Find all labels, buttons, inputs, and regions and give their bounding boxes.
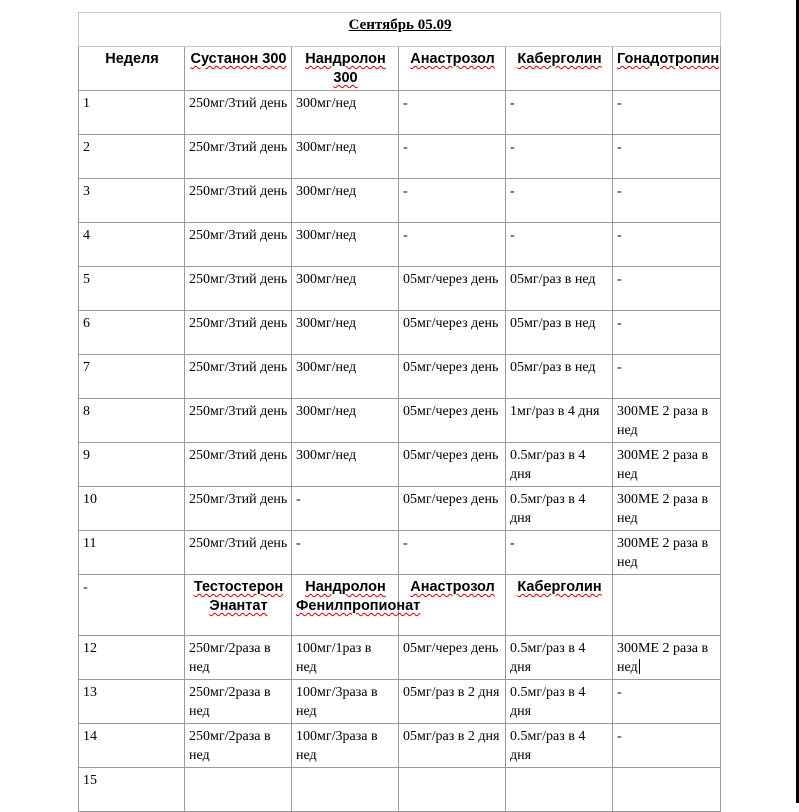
dose-cell[interactable]: 300мг/нед [292,91,399,135]
table-row [79,443,721,487]
document-title[interactable]: Сентябрь 05.09 [79,13,721,47]
column-header-nandrolone-phenylpropionate[interactable]: Нандролон Фенилпропионат [292,575,399,636]
dose-cell[interactable]: - [399,91,506,135]
dose-cell[interactable]: 250мг/3тий день [185,223,292,267]
table-row [79,223,721,267]
week-number-cell[interactable]: 14 [79,724,185,768]
dose-cell[interactable]: - [613,179,721,223]
dose-cell[interactable]: 0.5мг/раз в 4 дня [506,487,613,531]
week-number-cell[interactable]: 5 [79,267,185,311]
dose-cell[interactable]: 05мг/через день [399,399,506,443]
table-row [79,724,721,768]
header2-week-cell[interactable]: - [79,575,185,636]
week-number-cell[interactable]: 8 [79,399,185,443]
week-number-cell[interactable]: 13 [79,680,185,724]
dose-cell[interactable]: 300мг/нед [292,311,399,355]
dose-cell[interactable]: - [506,91,613,135]
dose-cell[interactable]: - [613,355,721,399]
dose-cell[interactable]: 250мг/3тий день [185,443,292,487]
column-header-anastrozole-2[interactable]: Анастрозол [399,575,506,636]
week-number-cell[interactable]: 1 [79,91,185,135]
schedule-table [78,12,721,812]
column-header-cabergoline[interactable]: Каберголин [506,47,613,91]
dose-cell[interactable]: - [613,311,721,355]
column-header-testosterone-enanthate[interactable]: Тестостерон Энантат [185,575,292,636]
dose-cell[interactable]: 250мг/3тий день [185,355,292,399]
dose-cell[interactable]: - [399,223,506,267]
dose-cell[interactable]: 300МЕ 2 раза в нед [613,443,721,487]
dose-cell[interactable]: 05мг/через день [399,443,506,487]
dose-cell[interactable]: 100мг/3раза в нед [292,724,399,768]
week-number-cell[interactable]: 15 [79,768,185,812]
dose-cell[interactable]: - [613,724,721,768]
dose-cell[interactable]: 300мг/нед [292,135,399,179]
dose-cell[interactable] [399,768,506,812]
week-number-cell[interactable]: 11 [79,531,185,575]
week-number-cell[interactable]: 6 [79,311,185,355]
dose-cell[interactable]: 05мг/раз в нед [506,267,613,311]
table-row [79,311,721,355]
dose-cell[interactable]: 250мг/3тий день [185,531,292,575]
dose-cell[interactable]: - [506,135,613,179]
table-row [79,680,721,724]
dose-cell[interactable]: 250мг/3тий день [185,267,292,311]
dose-cell[interactable]: 250мг/2раза в нед [185,636,292,680]
table-row [79,487,721,531]
dose-cell[interactable]: 0.5мг/раз в 4 дня [506,443,613,487]
dose-cell[interactable]: 300мг/нед [292,223,399,267]
dose-cell[interactable]: 250мг/2раза в нед [185,680,292,724]
dose-cell[interactable]: 05мг/через день [399,487,506,531]
dose-cell[interactable]: 0.5мг/раз в 4 дня [506,680,613,724]
table-row [79,531,721,575]
table-row [79,636,721,680]
dose-cell[interactable]: 100мг/1раз в нед [292,636,399,680]
week-number-cell[interactable]: 2 [79,135,185,179]
dose-cell[interactable]: 300МЕ 2 раза в нед [613,487,721,531]
dose-cell[interactable]: 300МЕ 2 раза в нед [613,636,721,680]
dose-cell[interactable]: - [292,531,399,575]
table-row [79,179,721,223]
dose-cell[interactable]: 250мг/2раза в нед [185,724,292,768]
dose-cell[interactable]: 300мг/нед [292,443,399,487]
dose-cell[interactable]: 250мг/3тий день [185,487,292,531]
column-header-nandrolone[interactable]: Нандролон 300 [292,47,399,91]
dose-cell[interactable]: 300мг/нед [292,355,399,399]
dose-cell[interactable]: - [506,179,613,223]
page-top-edge [0,0,796,1]
table-row [79,355,721,399]
dose-cell[interactable]: 100мг/3раза в нед [292,680,399,724]
table-row [79,399,721,443]
dose-cell[interactable]: - [613,91,721,135]
dose-cell[interactable]: - [399,531,506,575]
text-cursor [639,659,640,674]
dose-cell[interactable]: 05мг/через день [399,267,506,311]
table-row [79,768,721,812]
header-row-2 [79,575,721,636]
dose-cell[interactable]: 300мг/нед [292,399,399,443]
dose-cell[interactable]: 05мг/через день [399,636,506,680]
dose-cell[interactable]: 250мг/3тий день [185,135,292,179]
dose-cell[interactable]: - [613,680,721,724]
header-row-1 [79,47,721,91]
dose-cell[interactable] [185,768,292,812]
week-number-cell[interactable]: 12 [79,636,185,680]
dose-cell[interactable] [506,768,613,812]
dose-cell[interactable] [292,768,399,812]
dose-cell[interactable]: 05мг/раз в нед [506,311,613,355]
week-number-cell[interactable]: 3 [79,179,185,223]
dose-cell[interactable]: - [506,223,613,267]
dose-cell[interactable]: 300мг/нед [292,179,399,223]
table-row [79,267,721,311]
dose-cell[interactable]: - [613,267,721,311]
title-row [79,13,721,47]
dose-cell[interactable]: 05мг/через день [399,311,506,355]
dose-cell[interactable]: 300МЕ 2 раза в нед [613,531,721,575]
column-header-empty[interactable] [613,575,721,636]
column-header-sustanon[interactable]: Сустанон 300 [185,47,292,91]
dose-cell[interactable]: - [613,223,721,267]
dose-cell[interactable]: 0.5мг/раз в 4 дня [506,724,613,768]
dose-cell[interactable]: - [506,531,613,575]
dose-cell[interactable]: 250мг/3тий день [185,399,292,443]
dose-cell[interactable]: 250мг/3тий день [185,179,292,223]
dose-cell[interactable]: 300мг/нед [292,267,399,311]
week-number-cell[interactable]: 10 [79,487,185,531]
dose-cell[interactable]: 1мг/раз в 4 дня [506,399,613,443]
dose-cell[interactable]: 05мг/раз в 2 дня [399,724,506,768]
week-number-cell[interactable]: 9 [79,443,185,487]
dose-cell[interactable]: 250мг/3тий день [185,91,292,135]
table-row [79,135,721,179]
dose-cell[interactable]: 0.5мг/раз в 4 дня [506,636,613,680]
dose-cell[interactable]: - [613,135,721,179]
dose-cell[interactable]: 05мг/раз в 2 дня [399,680,506,724]
dose-cell[interactable]: - [292,487,399,531]
dose-cell[interactable]: 250мг/3тий день [185,311,292,355]
dose-cell[interactable]: 05мг/через день [399,355,506,399]
week-number-cell[interactable]: 4 [79,223,185,267]
dose-cell[interactable] [613,768,721,812]
dose-cell[interactable]: - [399,179,506,223]
week-number-cell[interactable]: 7 [79,355,185,399]
column-header-gonadotropin[interactable]: Гонадотропин [613,47,721,91]
dose-cell[interactable]: - [399,135,506,179]
dose-cell[interactable]: 300МЕ 2 раза в нед [613,399,721,443]
column-header-week[interactable]: Неделя [79,47,185,91]
table-row [79,91,721,135]
column-header-cabergoline-2[interactable]: Каберголин [506,575,613,636]
column-header-anastrozole[interactable]: Анастрозол [399,47,506,91]
dose-cell[interactable]: 05мг/раз в нед [506,355,613,399]
